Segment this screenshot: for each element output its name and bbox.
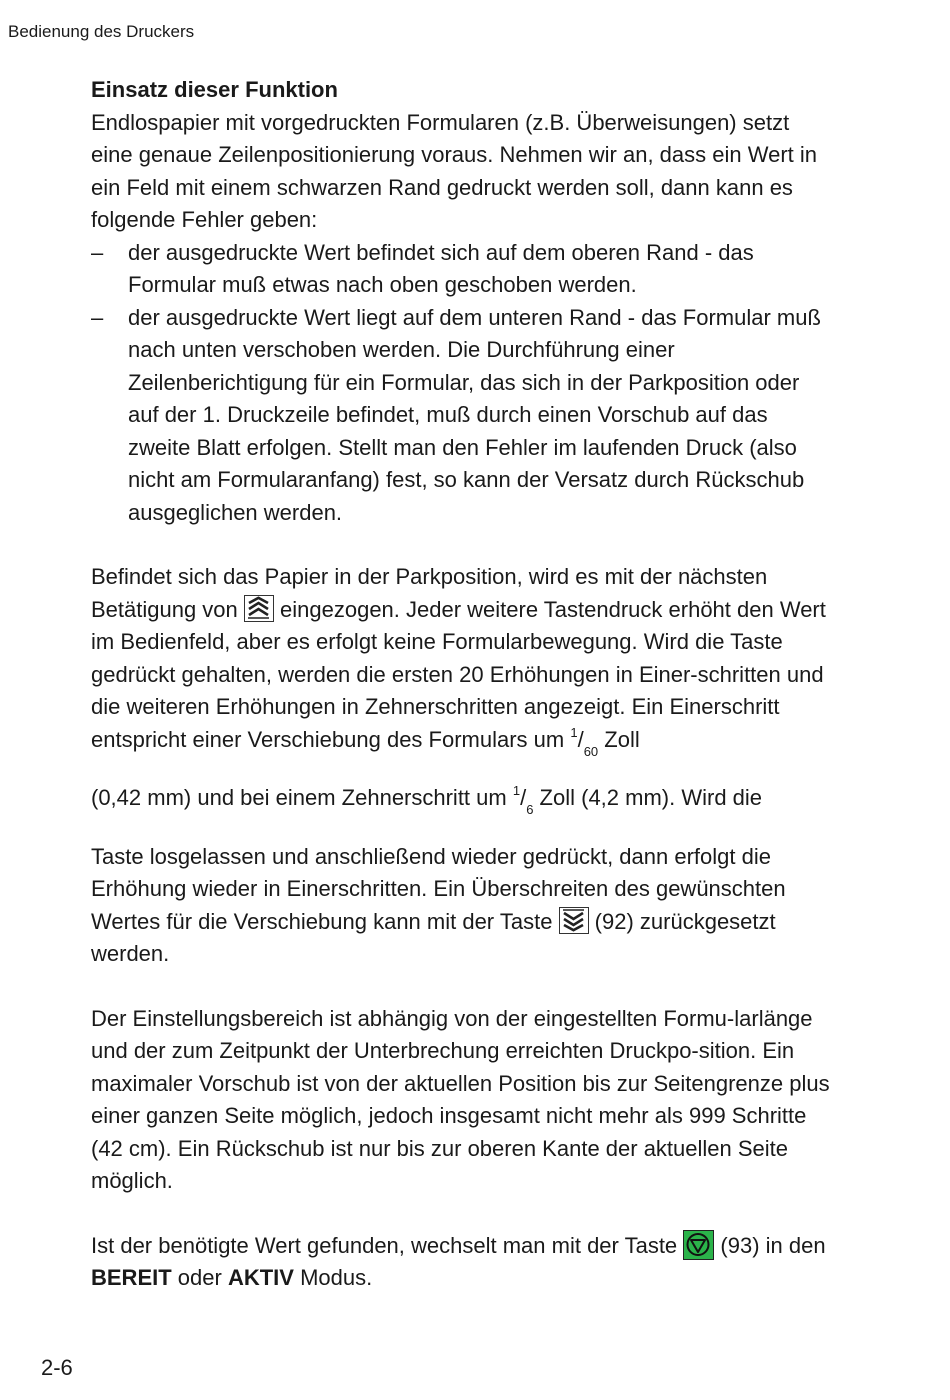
- error-list: [91, 237, 831, 530]
- list-item-text: der ausgedruckte Wert befindet sich auf dem oberen Rand - das Formular muß etwas nach oben geschoben werden.: [128, 239, 754, 297]
- list-item: [91, 302, 831, 530]
- range-paragraph: Der Einstellungsbereich ist abhängig von der eingestellten Formu-larlänge und der zum Zeitpunkt der Unterbrechung erreichten Druckpo-sition. Ein maximaler Vorschub ist von der aktuellen Position bis zur Seitengrenze plus einer ganzen Seite möglich, jedoch insgesamt nicht mehr als 999 Schritte (42 cm). Ein Rückschub ist nur bis zur oberen Kante der aktuellen Seite möglich.: [91, 1005, 830, 1193]
- intro-paragraph: Endlospapier mit vorgedruckten Formularen (z.B. Überweisungen) setzt eine genaue Zeilenpositionierung voraus. Nehmen wir an, dass ein Wert in ein Feld mit einem schwarzen Rand gedruckt werden soll, dann kann es folgende Fehler geben:: [91, 109, 818, 232]
- list-item: [91, 237, 831, 302]
- mode-text-1: Ist der benötigte Wert gefunden, wechselt man mit der Taste: [91, 1232, 678, 1258]
- fraction-numerator: 1: [570, 724, 578, 740]
- feed-text-4: (0,42 mm) und bei einem Zehnerschritt um: [91, 785, 513, 810]
- mode-bereit: BEREIT: [91, 1265, 172, 1290]
- page-header: Bedienung des Druckers: [8, 22, 195, 41]
- feed-text-7: (92) zurückgesetzt werden.: [91, 908, 776, 966]
- line-feed-up-icon: [244, 595, 274, 622]
- feed-paragraph: [91, 561, 831, 971]
- mode-text-2: (93) in den: [714, 1232, 826, 1258]
- mode-text-4: Modus.: [293, 1265, 373, 1290]
- mode-text-3: oder: [171, 1265, 228, 1290]
- section-heading: Einsatz dieser Funktion: [91, 77, 338, 102]
- dash-bullet: –: [91, 304, 104, 330]
- feed-text-6: Taste losgelassen und anschließend wieder gedrückt, dann erfolgt die Erhöhung wieder in Einerschritten. Ein Überschreiten des gewünschten Wertes für die Verschiebung kann mit der Taste: [91, 843, 786, 934]
- line-feed-down-icon: [559, 907, 589, 934]
- fraction-slash: /: [520, 785, 527, 810]
- mode-aktiv: AKTIV: [227, 1265, 294, 1290]
- dash-bullet: –: [91, 239, 104, 265]
- feed-text-5: Zoll (4,2 mm). Wird die: [533, 785, 763, 810]
- feed-text-2: eingezogen. Jeder weitere Tastendruck erhöht den Wert im Bedienfeld, aber es erfolgt keine Formularbewegung. Wird die Taste gedrückt gehalten, werden die ersten 20 Erhöhungen in Einer-schritten und die weiteren Erhöhungen in Zehnerschritten angezeigt. Ein Einerschritt entspricht einer Verschiebung des Formulars um: [91, 596, 826, 752]
- mode-paragraph: [91, 1230, 831, 1295]
- ready-mode-green-icon: [683, 1230, 714, 1260]
- page-content: [91, 74, 831, 1295]
- list-item-text: der ausgedruckte Wert liegt auf dem unteren Rand - das Formular muß nach unten verschoben werden. Die Durchführung einer Zeilenberichtigung für ein Formular, das sich in der Parkposition oder auf der 1. Druckzeile befindet, muß durch einen Vorschub auf das zweite Blatt erfolgen. Stellt man den Fehler im laufenden Druck (also nicht am Formularanfang) fest, so kann der Versatz durch Rückschub ausgeglichen werden.: [128, 304, 821, 525]
- fraction-denominator: 60: [583, 743, 599, 759]
- feed-text-3: Zoll: [598, 726, 640, 752]
- page-number: 2-6: [41, 1355, 73, 1380]
- fraction-numerator: 1: [512, 783, 521, 798]
- fraction-slash: /: [577, 726, 584, 752]
- feed-line-3: [91, 841, 831, 971]
- feed-text-1: Befindet sich das Papier in der Parkposition, wird es mit der nächsten Betätigung von: [91, 564, 768, 622]
- fraction-denominator: 6: [526, 802, 534, 817]
- feed-line-2: [91, 782, 831, 815]
